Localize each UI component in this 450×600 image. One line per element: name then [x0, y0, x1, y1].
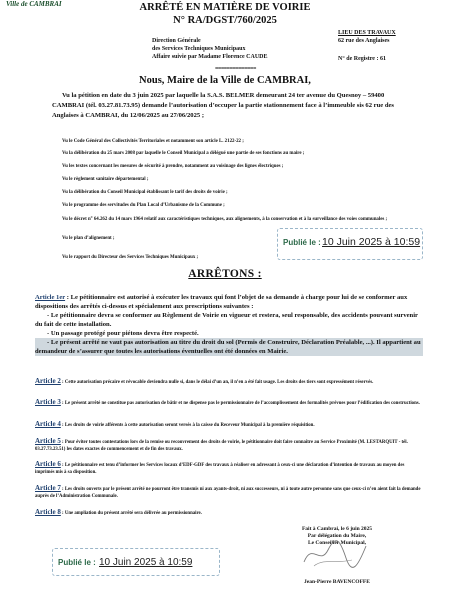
article-5 — [35, 438, 423, 453]
separator-line: ============== — [215, 66, 256, 72]
vu-item: Vu le programme des servitudes du Plan Local d’Urbanisme de la Commune ; — [62, 203, 225, 208]
article-text: : Les droits ouverts par le présent arrêté ne pourront être transmis ni aux ayants-droit, ni aux successeurs, ni à toute autre personne sans que ceux-ci n’en aient fait la demande auprès de l’Administration Communale. — [35, 487, 421, 499]
vu-item: Vu le règlement sanitaire départemental ; — [62, 177, 149, 182]
article-1 — [35, 293, 423, 356]
publication-stamp — [277, 228, 423, 260]
works-location-value: 62 rue des Anglaises — [338, 38, 390, 44]
article-4 — [35, 421, 423, 429]
article-8 — [35, 509, 423, 517]
vu-item: Vu la délibération du Conseil Municipal établissant le tarif des droits de voirie ; — [62, 190, 228, 195]
mayor-heading: Nous, Maire de la Ville de CAMBRAI, — [139, 75, 311, 86]
article-7 — [35, 485, 423, 500]
petition-paragraph: Vu la pétition en date du 3 juin 2025 par laquelle la S.A.S. BELMER demeurant 24 ter avenue du Quesnoy – 59400 CAMBRAI (tél. 03.27.81.73.95) demande l’autorisation d’occuper la partie stationnement face à l’immeuble sis 62 rue des Anglaises à CAMBRAI, du 12/06/2025 au 27/06/2025 ; — [52, 92, 394, 119]
article-text: : Une ampliation du présent arrêté sera délivrée au permissionnaire. — [60, 511, 202, 516]
vu-item: Vu le Code Général des Collectivités Territoriales et notamment son article L. 2122-22 ; — [62, 139, 244, 144]
article-text: : Le pétitionnaire est tenu d’informer les Services locaux d’EDF-GDF des travaux à réaliser en adressant à ceux-ci une déclaration d’intention de travaux au moyen des imprimés mis à sa disposition. — [35, 463, 405, 475]
direction-line1: Direction Générale — [152, 38, 201, 44]
stamp-date: 10 Juin 2025 à 10:59 — [99, 557, 193, 568]
signature-place-date: Fait à Cambrai, le 6 juin 2025 — [301, 526, 373, 532]
article-label: Article 8 — [35, 508, 61, 516]
handwritten-signature — [300, 536, 370, 570]
signature-delegation: Par délégation du Maire, — [307, 533, 367, 539]
decree-title: ARRÊTÉ EN MATIÈRE DE VOIRIE — [139, 2, 311, 13]
decree-number: N° RA/DGST/760/2025 — [173, 15, 277, 26]
article-text: : Les droits de voirie afférents à cette autorisation seront versés à la caisse du Receveur Municipal à la première réquisition. — [60, 423, 315, 428]
article-text: : Le présent arrêté ne constitue pas autorisation de bâtir et ne dispense pas le permissionnaire de l’accomplissement des formalités prévues pour l’édification des constructions. — [60, 401, 420, 406]
register-number: N° de Registre : 61 — [338, 56, 386, 62]
vu-item: Vu la délibération du 25 mars 2008 par laquelle le Conseil Municipal a délégué une partie de ses fonctions au maire ; — [62, 151, 305, 156]
article-1-text: : Le pétitionnaire est autorisé à exécuter les travaux qui font l’objet de sa demande à charge pour lui de se conformer aux dispositions des arrêtés ci-dessus et spécialement aux prescriptions suivantes : — [35, 294, 408, 310]
article-label: Article 1er — [35, 294, 66, 301]
vu-item: Vu le décret n° 64.262 du 14 mars 1964 relatif aux caractéristiques techniques, aux alignements, à la conservation et à la surveillance des voies communales ; — [62, 217, 388, 222]
article-label: Article 7 — [35, 484, 61, 492]
city-logo: Ville de CAMBRAI — [6, 0, 62, 8]
stamp-label: Publié le : — [58, 558, 96, 567]
article-2 — [35, 378, 423, 386]
vu-item: Vu les textes concernant les mesures de sécurité à prendre, notamment au voisinage des lignes électriques ; — [62, 164, 284, 169]
article-label: Article 2 — [35, 377, 61, 385]
article-text: : Pour éviter toutes contestations lors de la remise ou recouvrement des droits de voirie, le pétitionnaire doit faire connaître au Service Proximité (M. LESTARQUIT - tél. 03.27.73.23.51) les dates exactes de commencement et de fin des travaux. — [35, 440, 408, 452]
article-1-item: - Un passage protégé pour piétons devra être respecté. — [47, 330, 199, 337]
article-label: Article 5 — [35, 437, 61, 445]
signer-name: Jean-Pierre BAVENCOFFE — [304, 579, 370, 585]
vu-item: Vu le rapport du Directeur des Services Techniques Municipaux ; — [62, 255, 199, 260]
works-location-label: LIEU DES TRAVAUX — [338, 30, 396, 36]
stamp-label: Publié le : — [283, 238, 321, 247]
article-6 — [35, 461, 423, 476]
case-officer: Affaire suivie par Madame Florence CAUDE — [152, 54, 268, 60]
article-3 — [35, 399, 423, 407]
signature-role: Le Conseiller Municipal, — [307, 540, 367, 546]
article-text: : Cette autorisation précaire et révocable deviendra nulle si, dans le délai d’un an, il n’en a été fait usage. Les droits des tiers sont expressément réservés. — [60, 380, 374, 385]
vu-item: Vu le plan d’alignement ; — [62, 236, 115, 241]
publication-stamp — [52, 548, 220, 576]
article-1-item: - Le pétitionnaire devra se conformer au Règlement de Voirie en vigueur et restera, seul responsable, des accidents pouvant survenir du fait de cette installation. — [35, 312, 418, 328]
arretons-heading: ARRÊTONS : — [188, 268, 262, 280]
article-1-item-highlighted: - Le présent arrêté ne vaut pas autorisation au titre du droit du sol (Permis de Construire, Déclaration Préalable, ...). Il appartient au demandeur de s’assurer que toutes les autorisations éventuelles ont été données en Mairie. — [35, 338, 423, 356]
direction-line2: des Services Techniques Municipaux — [152, 46, 246, 52]
article-label: Article 4 — [35, 420, 61, 428]
article-label: Article 3 — [35, 398, 61, 406]
stamp-date: 10 Juin 2025 à 10:59 — [322, 236, 421, 248]
article-label: Article 6 — [35, 460, 61, 468]
